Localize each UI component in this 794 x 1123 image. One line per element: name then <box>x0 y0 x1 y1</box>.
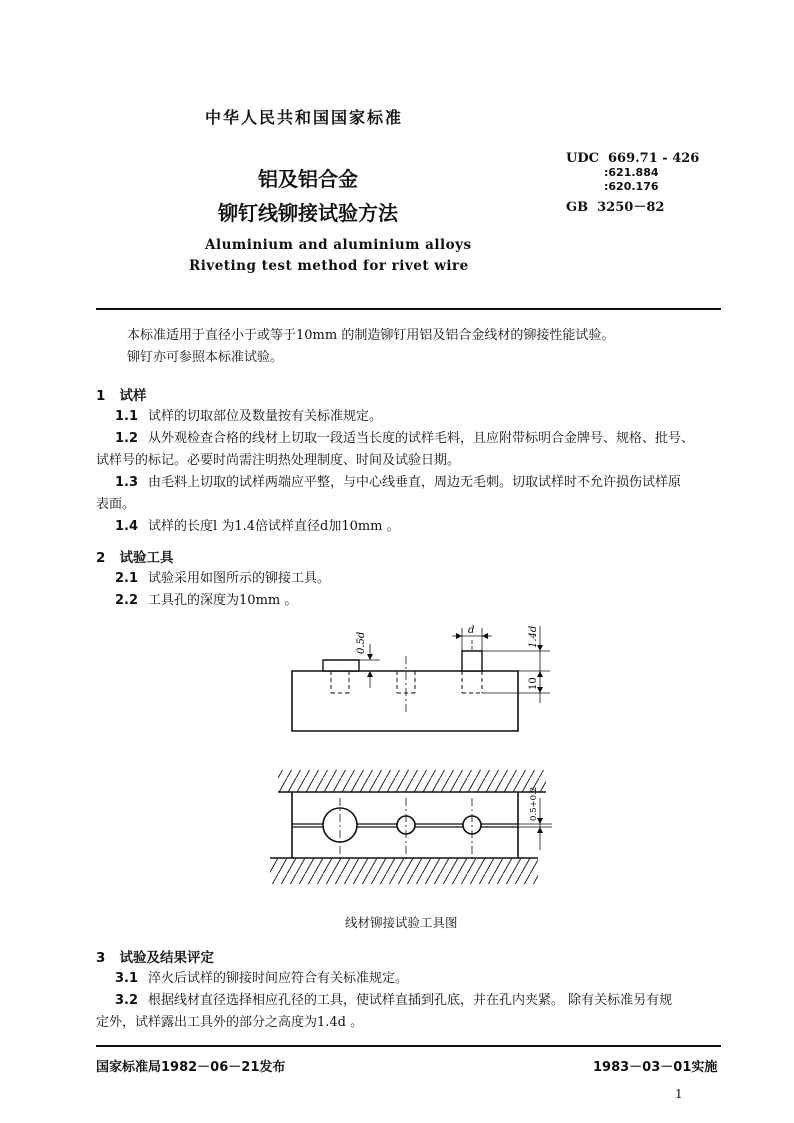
section-number: 2 <box>96 550 106 566</box>
section-2-heading <box>96 546 174 566</box>
clause-3-1 <box>115 968 408 990</box>
clause-text: 试样的长度l 为1.4倍试样直径d加10mm 。 <box>148 519 400 534</box>
section-number: 1 <box>96 388 106 404</box>
clause-2-2 <box>115 590 297 612</box>
tool-side-view <box>292 626 550 731</box>
section-number: 3 <box>96 950 106 966</box>
clause-text: 试验采用如图所示的铆接工具。 <box>148 571 331 586</box>
clause-2-1 <box>115 568 330 590</box>
clause-1-1 <box>115 406 382 428</box>
section-title: 试样 <box>119 388 147 404</box>
footer-rule <box>96 1045 721 1047</box>
section-title: 试验及结果评定 <box>119 950 215 966</box>
clause-1-2-cont: 试样号的标记。必要时尚需注明热处理制度、时间及试验日期。 <box>96 453 461 468</box>
label-10: 10 <box>528 677 539 690</box>
clause-text: 淬火后试样的铆接时间应符合有关标准规定。 <box>148 971 409 986</box>
section-title: 试验工具 <box>119 550 174 566</box>
section-3-heading <box>96 946 214 966</box>
clause-1-3-cont: 表面。 <box>96 497 136 512</box>
clause-text: 试样的切取部位及数量按有关标准规定。 <box>148 409 383 424</box>
clause-text: 工具孔的深度为10mm 。 <box>148 593 298 608</box>
udc-code: UDC 669.71 - 426 <box>566 151 700 166</box>
clause-1-4 <box>115 516 400 538</box>
clause-text: 由毛料上切取的试样两端应平整，与中心线垂直，周边无毛刺。切取试样时不允许损伤试样原 <box>148 475 682 490</box>
issue-date: 国家标准局1982－06－21发布 <box>96 1060 286 1075</box>
clause-number: 1.4 <box>115 519 139 534</box>
title-en-line1: Aluminium and aluminium alloys <box>205 237 472 253</box>
label-gap: 0.5+0.2 <box>529 786 539 821</box>
gb-code: GB 3250－82 <box>566 200 665 215</box>
clause-number: 1.3 <box>115 475 139 490</box>
title-zh-line1: 铝及铝合金 <box>258 167 358 191</box>
clause-number: 2.2 <box>115 593 139 608</box>
clause-text: 从外观检查合格的线材上切取一段适当长度的试样毛料，且应附带标明合金牌号、规格、批号、 <box>148 431 695 446</box>
issuer-title: 中华人民共和国国家标准 <box>205 108 404 127</box>
clause-number: 1.1 <box>115 409 139 424</box>
udc-code-3: :620.176 <box>604 180 659 193</box>
tool-section-view <box>270 770 552 884</box>
intro-line1: 本标准适用于直径小于或等于10mm 的制造铆钉用铝及铝合金线材的铆接性能试验。 <box>127 328 615 343</box>
clause-number: 3.1 <box>115 971 139 986</box>
intro-line2: 铆钉亦可参照本标准试验。 <box>127 350 284 365</box>
label-half-d: 0.5d <box>356 631 367 654</box>
figure-caption: 线材铆接试验工具图 <box>345 915 458 930</box>
page-number: 1 <box>675 1087 683 1101</box>
clause-1-2 <box>115 428 694 450</box>
riveting-tool-drawing <box>260 618 560 898</box>
clause-3-2-cont: 定外，试样露出工具外的部分之高度为1.4d 。 <box>96 1015 364 1030</box>
clause-number: 1.2 <box>115 431 139 446</box>
clause-text: 根据线材直径选择相应孔径的工具，使试样直插到孔底，并在孔内夹紧。 除有关标准另有规 <box>148 993 673 1008</box>
clause-number: 3.2 <box>115 993 139 1008</box>
clause-number: 2.1 <box>115 571 139 586</box>
clause-1-3 <box>115 472 681 494</box>
label-1-4d: 1.4d <box>528 625 539 648</box>
section-1-heading <box>96 384 147 404</box>
title-en-line2: Riveting test method for rivet wire <box>189 258 469 274</box>
title-zh-line2: 铆钉线铆接试验方法 <box>218 201 398 225</box>
clause-3-2 <box>115 990 672 1012</box>
udc-code-2: :621.884 <box>604 166 659 179</box>
label-d: d <box>468 625 475 636</box>
header-rule <box>96 308 721 310</box>
effective-date: 1983－03－01实施 <box>593 1060 718 1075</box>
